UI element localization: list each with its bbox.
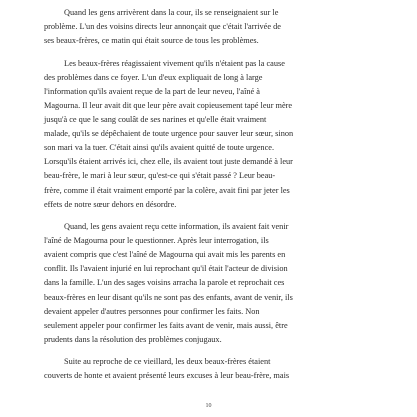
paragraph-1: Quand les gens arrivèrent dans la cour, ils se renseignaient sur le problème. L'un des voisins directs leur annonçait que c'était l'arrivée de ses beaux-frères, ce matin qui était source de tous les problèmes. — [44, 8, 281, 46]
body-text — [44, 6, 375, 392]
page-number: 10 — [205, 403, 212, 409]
paragraph-2: Les beaux-frères réagissaient vivement qu'ils n'étaient pas la cause des problèmes dans ce foyer. L'un d'eux expliquait de long à large l'information qu'ils avaient reçue de la part de leur neveu, l'aîné à Magourna. Il leur avait dit que leur père avait copieusement tapé leur mère jusqu'à ce que le sang coulât de ses narines et qu'elle était vraiment malade, qu'ils se dépêchaient de toute urgence pour sauver leur sœur, sinon son mari va la tuer. C'était ainsi qu'ils avaient quitté de toute urgence. Lorsqu'ils étaient arrivés ici, chez elle, ils avaient tout juste demandé à leur beau-frère, le mari à leur sœur, qu'est-ce qui s'était passé ? Leur beau- frère, comme il était vraiment emporté par la colère, avait fini par jeter les effets de notre sœur dehors en désordre. — [44, 58, 294, 209]
paragraph-4: Suite au reproche de ce vieillard, les deux beaux-frères étaient couverts de honte et avaient présenté leurs excuses à leur beau-frère, mais — [44, 357, 290, 381]
paragraph-3: Quand, les gens avaient reçu cette information, ils avaient fait venir l'aîné de Magourna pour le questionner. Après leur interrogation, ils avaient compris que c'est l'aîné de Magourna qui avait mis les parents en conflit. Ils l'avaient injurié en lui reprochant qu'il était l'acteur de division dans la famille. L'un des sages voisins arracha la parole et reprochait ces beaux-frères en leur disant qu'ils ne sont pas des enfants, avant de venir, ils devaient appeler d'autres personnes pour confirmer les faits. Non seulement appeler pour confirmer les faits avant de venir, mais aussi, être prudents dans la résolution des problèmes conjugaux. — [44, 222, 293, 344]
